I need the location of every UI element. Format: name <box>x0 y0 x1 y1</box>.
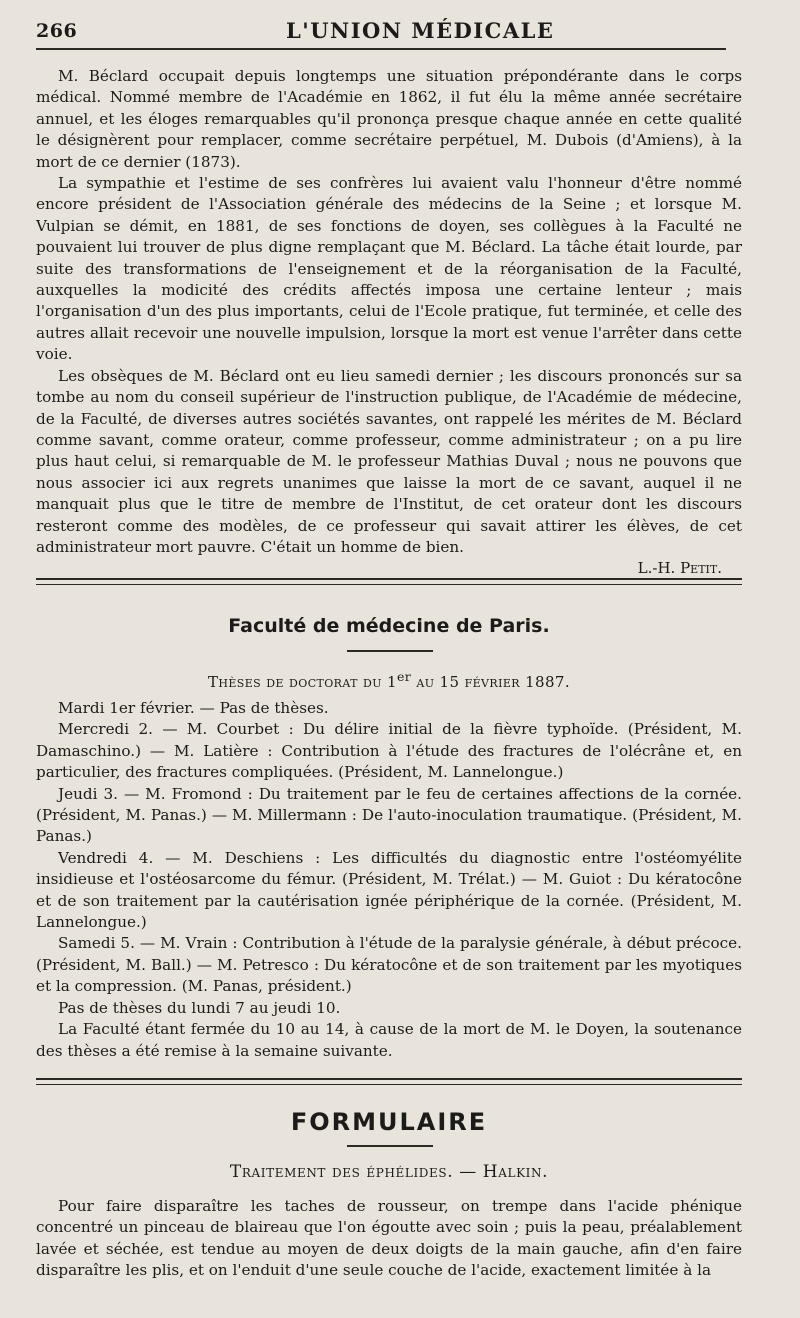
theses-day-saturday: Samedi 5. — M. Vrain : Contribution à l'étude de la paralysie générale, à début précoce. (Président, M. Ball.) — M. Petresco : Du kératocône et de son traitement par les myotiques et la compression. (M. Panas, président.) <box>36 934 742 996</box>
faculty-closure-notice: La Faculté étant fermée du 10 au 14, à cause de la mort de M. le Doyen, la soutenance des thèses a été remise à la semaine suivante. <box>36 1020 742 1060</box>
signature-name: Petit. <box>680 559 722 578</box>
theses-heading-start: Thèses de doctorat du 1 <box>207 673 397 691</box>
obituary-paragraph-1: M. Béclard occupait depuis longtemps une situation prépondérante dans le corps médical. Nommé membre de l'Académie en 1862, il fut élu la même année secrétaire annuel, et les éloges remarquables qu'il prononça presque chaque année en cette qualité le désignèrent pour remplacer, comme secrétaire perpétuel, M. Dubois (d'Amiens), à la mort de ce dernier (1873). <box>36 67 742 171</box>
section-divider-1 <box>36 578 742 585</box>
theses-heading-end: au 15 février 1887. <box>411 673 571 691</box>
theses-list <box>36 698 742 1062</box>
theses-heading <box>36 669 742 691</box>
signature-initials: L.-H. <box>637 559 681 578</box>
faculty-section-title: Faculté de médecine de Paris. <box>228 615 550 637</box>
header-rule <box>36 48 726 50</box>
recipe-text <box>36 1196 742 1282</box>
faculty-title-rule <box>347 650 433 652</box>
obituary-article <box>36 66 742 580</box>
recipe-title-text: Traitement des éphélides. — Halkin. <box>229 1162 549 1182</box>
theses-day-tuesday: Mardi 1er février. — Pas de thèses. <box>58 699 329 717</box>
section-divider-2 <box>36 1078 742 1085</box>
formulaire-title-rule <box>347 1145 433 1147</box>
recipe-title <box>36 1162 742 1182</box>
theses-day-thursday: Jeudi 3. — M. Fromond : Du traitement par le feu de certaines affections de la cornée. (Président, M. Panas.) — M. Millermann : De l'auto-inoculation traumatique. (Président, M. Panas.) <box>36 784 742 846</box>
running-head <box>36 0 742 46</box>
page-number: 266 <box>36 20 78 42</box>
page-content <box>36 0 742 1280</box>
theses-day-wednesday: Mercredi 2. — M. Courbet : Du délire initial de la fièvre typhoïde. (Président, M. Damaschino.) — M. Latière : Contribution à l'étude des fractures de l'olécrâne et, en particulier, des fractures compliquées. (Président, M. Lannelongue.) <box>36 720 742 782</box>
recipe-paragraph-1: Pour faire disparaître les taches de rousseur, on trempe dans l'acide phénique concentré un pinceau de blaireau que l'on égoutte avec soin ; puis la peau, préalablement lavée et séchée, est tendue au moyen de deux doigts de la main gauche, afin d'en faire disparaître les plis, et on l'enduit d'une seule couche de l'acide, exactement limitée à la <box>36 1197 742 1280</box>
journal-title: L'UNION MÉDICALE <box>286 18 555 43</box>
formulaire-title: FORMULAIRE <box>290 1108 488 1136</box>
obituary-paragraph-3: Les obsèques de M. Béclard ont eu lieu samedi dernier ; les discours prononcés sur sa tombe au nom du conseil supérieur de l'instruction publique, de l'Académie de médecine, de la Faculté, de diverses autres sociétés savantes, ont rappelé les mérites de M. Béclard comme savant, comme orateur, comme professeur, comme administrateur ; on a pu lire plus haut celui, si remarquable de M. le professeur Mathias Duval ; nous ne pouvons que nous associer ici aux regrets unanimes que laisse la mort de ce savant, auquel il ne manquait plus que le titre de membre de l'Institut, de cet orateur dont les discours resteront comme des modèles, de ce professeur qui savait attirer les élèves, de cet administrateur mort pauvre. C'était un homme de bien. <box>36 366 742 556</box>
theses-heading-sup: er <box>397 669 412 684</box>
article-signature <box>36 558 722 579</box>
theses-day-friday: Vendredi 4. — M. Deschiens : Les difficultés du diagnostic entre l'ostéomyélite insidieuse et l'ostéosarcome du fémur. (Président, M. Trélat.) — M. Guiot : Du kératocône et de son traitement par la cautérisation ignée périphérique de la cornée. (Président, M. Lannelongue.) <box>36 848 742 932</box>
obituary-paragraph-2: La sympathie et l'estime de ses confrères lui avaient valu l'honneur d'être nommé encore président de l'Association générale des médecins de la Seine ; et lorsque M. Vulpian se démit, en 1881, de ses fonctions de doyen, ses collègues à la Faculté ne pouvaient lui trouver de plus digne remplaçant que M. Béclard. La tâche était lourde, par suite des transformations de l'enseignement et de la réorganisation de la Faculté, auxquelles la modicité des crédits affectés imposa une certaine lenteur ; mais l'organisation d'un des plus importants, celui de l'Ecole pratique, fut terminée, et celle des autres allait recevoir une nouvelle impulsion, lorsque la mort est venue l'arrêter dans cette voie. <box>36 174 742 364</box>
theses-none-notice: Pas de thèses du lundi 7 au jeudi 10. <box>58 998 341 1017</box>
